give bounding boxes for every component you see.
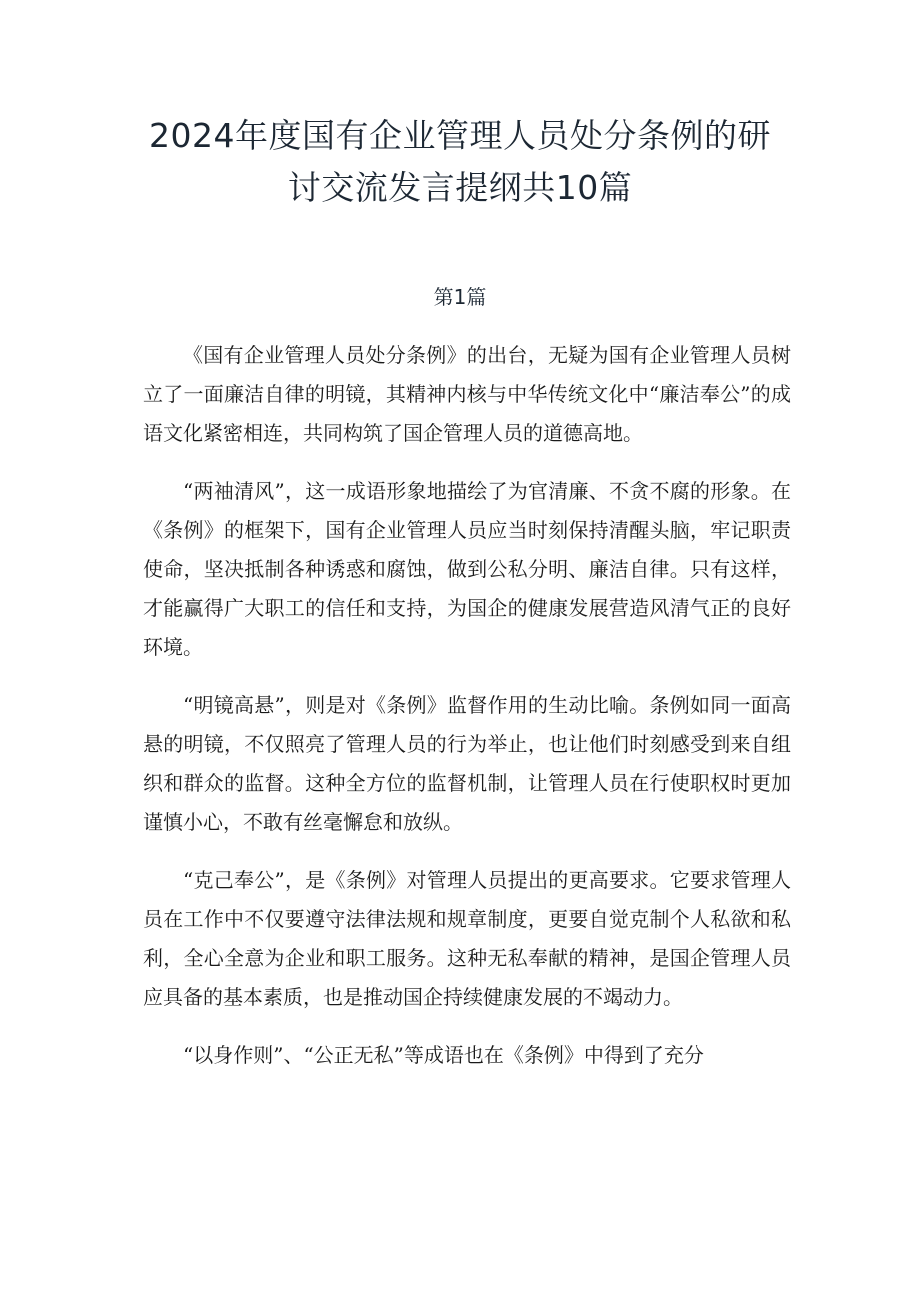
- paragraph-1: 《国有企业管理人员处分条例》的出台，无疑为国有企业管理人员树立了一面廉洁自律的明镜，其精神内核与中华传统文化中“廉洁奉公”的成语文化紧密相连，共同构筑了国企管理人员的道德高地。: [143, 343, 791, 445]
- paragraph-2: “两袖清风”，这一成语形象地描绘了为官清廉、不贪不腐的形象。在《条例》的框架下，国有企业管理人员应当时刻保持清醒头脑，牢记职责使命，坚决抵制各种诱惑和腐蚀，做到公私分明、廉洁自律。只有这样，才能赢得广大职工的信任和支持，为国企的健康发展营造风清气正的良好环境。: [143, 479, 791, 659]
- document-title: [0, 110, 920, 214]
- paragraph-3: “明镜高悬”，则是对《条例》监督作用的生动比喻。条例如同一面高悬的明镜，不仅照亮了管理人员的行为举止，也让他们时刻感受到来自组织和群众的监督。这种全方位的监督机制，让管理人员在行使职权时更加谨慎小心，不敢有丝毫懈怠和放纵。: [143, 693, 791, 834]
- paragraph-5: “以身作则”、“公正无私”等成语也在《条例》中得到了充分: [183, 1043, 704, 1067]
- document-body: [143, 336, 791, 1094]
- title-line-2: 讨交流发言提纲共10篇: [287, 168, 633, 207]
- title-line-1: 2024年度国有企业管理人员处分条例的研: [149, 116, 771, 155]
- paragraph-4: “克己奉公”，是《条例》对管理人员提出的更高要求。它要求管理人员在工作中不仅要遵守法律法规和规章制度，更要自觉克制个人私欲和私利，全心全意为企业和职工服务。这种无私奉献的精神，是国企管理人员应具备的基本素质，也是推动国企持续健康发展的不竭动力。: [143, 868, 791, 1009]
- section-heading: 第1篇: [433, 285, 487, 309]
